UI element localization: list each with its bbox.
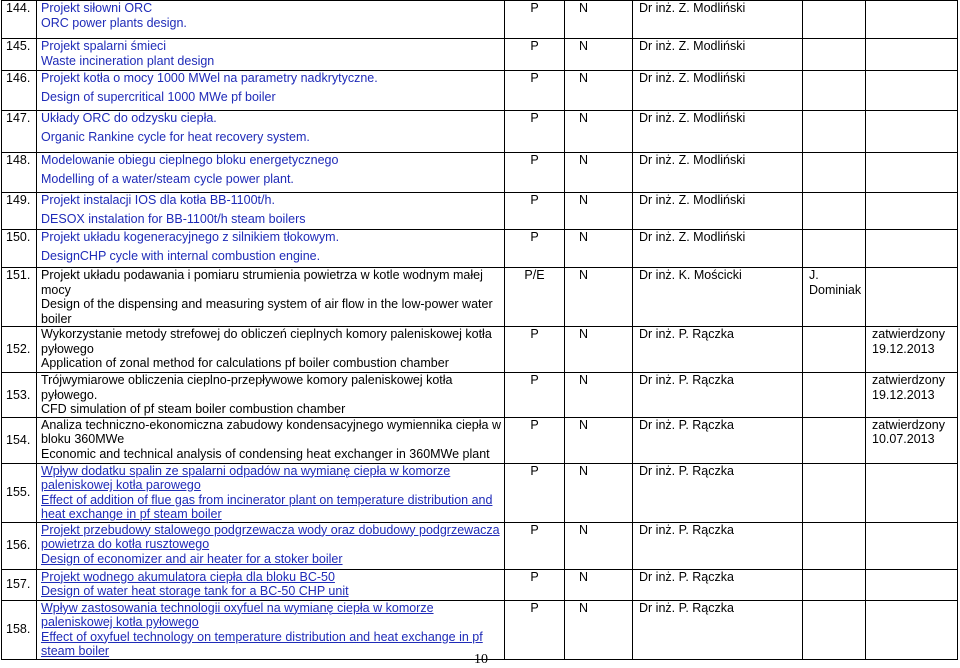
topic-number: 151. bbox=[2, 268, 37, 327]
topic-title-cell bbox=[37, 268, 505, 327]
topic-supervisor: Dr inż. P. Rączka bbox=[633, 417, 803, 463]
topic-status bbox=[866, 522, 958, 569]
topic-specialty: N bbox=[565, 522, 633, 569]
topic-title-cell bbox=[37, 230, 505, 268]
topic-number: 157. bbox=[2, 569, 37, 600]
topic-consultant bbox=[803, 193, 866, 230]
topic-number: 147. bbox=[2, 111, 37, 153]
table-row bbox=[2, 600, 958, 659]
topic-number: 148. bbox=[2, 153, 37, 193]
topic-supervisor: Dr inż. P. Rączka bbox=[633, 327, 803, 373]
topic-specialty: N bbox=[565, 327, 633, 373]
page-number: 10 bbox=[474, 652, 488, 667]
topic-status bbox=[866, 600, 958, 659]
topic-title-en: Effect of addition of flue gas from incinerator plant on temperature distribution and heat exchange in pf steam boiler bbox=[41, 492, 493, 521]
topic-title-pl: Projekt instalacji IOS dla kotła BB-1100t/h. bbox=[41, 193, 275, 207]
topic-consultant bbox=[803, 600, 866, 659]
topic-consultant bbox=[803, 463, 866, 522]
topic-title-en: CFD simulation of pf steam boiler combustion chamber bbox=[41, 402, 346, 416]
topic-consultant bbox=[803, 1, 866, 39]
topic-title-en: Design of supercritical 1000 MWe pf boiler bbox=[41, 89, 276, 104]
topic-consultant bbox=[803, 230, 866, 268]
topic-type: P bbox=[505, 230, 565, 268]
topic-consultant bbox=[803, 71, 866, 111]
topic-type: P bbox=[505, 600, 565, 659]
topic-title-en: ORC power plants design. bbox=[41, 15, 187, 30]
table-row bbox=[2, 522, 958, 569]
topic-supervisor: Dr inż. Z. Modliński bbox=[633, 230, 803, 268]
topic-number: 156. bbox=[2, 522, 37, 569]
topic-specialty: N bbox=[565, 193, 633, 230]
topic-number: 150. bbox=[2, 230, 37, 268]
topic-number: 144. bbox=[2, 1, 37, 39]
table-row bbox=[2, 71, 958, 111]
topic-title-pl: Wykorzystanie metody strefowej do obliczeń cieplnych komory paleniskowej kotła pyłowego bbox=[41, 327, 492, 356]
topic-status bbox=[866, 463, 958, 522]
table-row bbox=[2, 373, 958, 418]
topic-number: 158. bbox=[2, 600, 37, 659]
topic-title-cell bbox=[37, 373, 505, 418]
topic-title-pl: Modelowanie obiegu cieplnego bloku energetycznego bbox=[41, 153, 339, 167]
topic-title-pl: Projekt przebudowy stalowego podgrzewacza wody oraz dobudowy podgrzewacza powietrza do kotła rusztowego bbox=[41, 522, 500, 551]
topic-supervisor: Dr inż. Z. Modliński bbox=[633, 153, 803, 193]
topic-title-en: Waste incineration plant design bbox=[41, 53, 215, 68]
table-row bbox=[2, 463, 958, 522]
topic-number: 154. bbox=[2, 417, 37, 463]
table-row bbox=[2, 193, 958, 230]
table-row bbox=[2, 268, 958, 327]
table-row bbox=[2, 153, 958, 193]
topic-title-pl: Projekt układu kogeneracyjnego z silnikiem tłokowym. bbox=[41, 230, 340, 244]
topic-type: P bbox=[505, 39, 565, 71]
topic-status bbox=[866, 111, 958, 153]
topic-specialty: N bbox=[565, 230, 633, 268]
topic-type: P/E bbox=[505, 268, 565, 327]
topic-number: 152. bbox=[2, 327, 37, 373]
topic-title-pl: Projekt spalarni śmieci bbox=[41, 39, 167, 53]
topic-title-en: Design of the dispensing and measuring system of air flow in the low-power water boiler bbox=[41, 297, 493, 326]
topic-title-en: Design of economizer and air heater for a stoker boiler bbox=[41, 551, 343, 566]
thesis-topics-table bbox=[1, 0, 958, 660]
topic-status: zatwierdzony 19.12.2013 bbox=[866, 327, 958, 373]
topic-status bbox=[866, 569, 958, 600]
table-row bbox=[2, 569, 958, 600]
topic-status bbox=[866, 39, 958, 71]
topic-title-en: DesignCHP cycle with internal combustion engine. bbox=[41, 248, 321, 263]
topic-supervisor: Dr inż. Z. Modliński bbox=[633, 1, 803, 39]
topic-title-cell bbox=[37, 71, 505, 111]
topic-title-cell bbox=[37, 111, 505, 153]
topic-title-en: Organic Rankine cycle for heat recovery system. bbox=[41, 129, 310, 144]
table-row bbox=[2, 327, 958, 373]
topic-title-pl: Projekt siłowni ORC bbox=[41, 1, 153, 15]
topic-specialty: N bbox=[565, 373, 633, 418]
topic-supervisor: Dr inż. K. Mościcki bbox=[633, 268, 803, 327]
topic-consultant bbox=[803, 569, 866, 600]
topic-type: P bbox=[505, 327, 565, 373]
topic-supervisor: Dr inż. P. Rączka bbox=[633, 600, 803, 659]
topic-specialty: N bbox=[565, 111, 633, 153]
topic-type: P bbox=[505, 153, 565, 193]
topic-consultant bbox=[803, 373, 866, 418]
topic-status: zatwierdzony 10.07.2013 bbox=[866, 417, 958, 463]
topic-title-cell bbox=[37, 463, 505, 522]
topic-type: P bbox=[505, 569, 565, 600]
topic-title-cell bbox=[37, 522, 505, 569]
topic-supervisor: Dr inż. Z. Modliński bbox=[633, 111, 803, 153]
table-row bbox=[2, 230, 958, 268]
topic-number: 153. bbox=[2, 373, 37, 418]
topic-type: P bbox=[505, 193, 565, 230]
topic-consultant: J. Dominiak bbox=[803, 268, 866, 327]
topic-title-cell bbox=[37, 600, 505, 659]
topic-title-cell bbox=[37, 153, 505, 193]
table-row bbox=[2, 1, 958, 39]
topic-number: 146. bbox=[2, 71, 37, 111]
topic-supervisor: Dr inż. Z. Modliński bbox=[633, 193, 803, 230]
topic-number: 149. bbox=[2, 193, 37, 230]
topic-status bbox=[866, 230, 958, 268]
topic-title-pl: Układy ORC do odzysku ciepła. bbox=[41, 111, 217, 125]
topic-supervisor: Dr inż. P. Rączka bbox=[633, 373, 803, 418]
topic-specialty: N bbox=[565, 39, 633, 71]
topic-specialty: N bbox=[565, 569, 633, 600]
topic-type: P bbox=[505, 71, 565, 111]
topic-title-pl: Analiza techniczno-ekonomiczna zabudowy kondensacyjnego wymiennika ciepła w bloku 360MWe bbox=[41, 417, 501, 446]
topic-status bbox=[866, 1, 958, 39]
topic-type: P bbox=[505, 1, 565, 39]
topic-consultant bbox=[803, 327, 866, 373]
topic-supervisor: Dr inż. Z. Modliński bbox=[633, 39, 803, 71]
topic-specialty: N bbox=[565, 417, 633, 463]
topic-consultant bbox=[803, 153, 866, 193]
table-body bbox=[2, 1, 958, 660]
topic-title-cell bbox=[37, 569, 505, 600]
topic-consultant bbox=[803, 417, 866, 463]
topic-title-cell bbox=[37, 39, 505, 71]
table-row bbox=[2, 39, 958, 71]
topic-title-cell bbox=[37, 417, 505, 463]
topic-title-pl: Wpływ zastosowania technologii oxyfuel na wymianę ciepła w komorze paleniskowej kotła pyłowego bbox=[41, 600, 434, 629]
topic-status bbox=[866, 268, 958, 327]
topic-specialty: N bbox=[565, 463, 633, 522]
topic-title-en: Modelling of a water/steam cycle power plant. bbox=[41, 171, 294, 186]
topic-consultant bbox=[803, 111, 866, 153]
topic-title-pl: Projekt wodnego akumulatora ciepła dla bloku BC-50 bbox=[41, 569, 335, 584]
topic-specialty: N bbox=[565, 1, 633, 39]
topic-title-en: Economic and technical analysis of condensing heat exchanger in 360MWe plant bbox=[41, 446, 490, 461]
topic-title-pl: Wpływ dodatku spalin ze spalarni odpadów na wymianę ciepła w komorze paleniskowej kotła parowego bbox=[41, 463, 451, 492]
topic-status bbox=[866, 193, 958, 230]
topic-title-cell bbox=[37, 327, 505, 373]
topic-title-en: Application of zonal method for calculations pf boiler combustion chamber bbox=[41, 356, 449, 370]
topic-type: P bbox=[505, 373, 565, 418]
topic-status bbox=[866, 71, 958, 111]
topic-title-en: DESOX instalation for BB-1100t/h steam boilers bbox=[41, 211, 306, 226]
topic-consultant bbox=[803, 39, 866, 71]
topic-type: P bbox=[505, 111, 565, 153]
topic-type: P bbox=[505, 522, 565, 569]
topic-status: zatwierdzony 19.12.2013 bbox=[866, 373, 958, 418]
table-row bbox=[2, 417, 958, 463]
topic-status bbox=[866, 153, 958, 193]
topic-supervisor: Dr inż. P. Rączka bbox=[633, 569, 803, 600]
topic-supervisor: Dr inż. P. Rączka bbox=[633, 522, 803, 569]
topic-supervisor: Dr inż. P. Rączka bbox=[633, 463, 803, 522]
topic-number: 145. bbox=[2, 39, 37, 71]
topic-title-en: Design of water heat storage tank for a BC-50 CHP unit bbox=[41, 584, 349, 598]
topic-number: 155. bbox=[2, 463, 37, 522]
topic-specialty: N bbox=[565, 268, 633, 327]
topic-specialty: N bbox=[565, 600, 633, 659]
topic-type: P bbox=[505, 463, 565, 522]
topic-title-en: Effect of oxyfuel technology on temperature distribution and heat exchange in pf steam boiler bbox=[41, 629, 483, 658]
topic-specialty: N bbox=[565, 71, 633, 111]
topic-supervisor: Dr inż. Z. Modliński bbox=[633, 71, 803, 111]
topic-title-pl: Projekt układu podawania i pomiaru strumienia powietrza w kotle wodnym małej mocy bbox=[41, 268, 483, 297]
table-row bbox=[2, 111, 958, 153]
topic-consultant bbox=[803, 522, 866, 569]
topic-specialty: N bbox=[565, 153, 633, 193]
topic-title-pl: Trójwymiarowe obliczenia cieplno-przepływowe komory paleniskowej kotła pyłowego. bbox=[41, 373, 453, 402]
topic-title-pl: Projekt kotła o mocy 1000 MWel na parametry nadkrytyczne. bbox=[41, 71, 378, 85]
topic-title-cell bbox=[37, 193, 505, 230]
topic-title-cell bbox=[37, 1, 505, 39]
topic-type: P bbox=[505, 417, 565, 463]
